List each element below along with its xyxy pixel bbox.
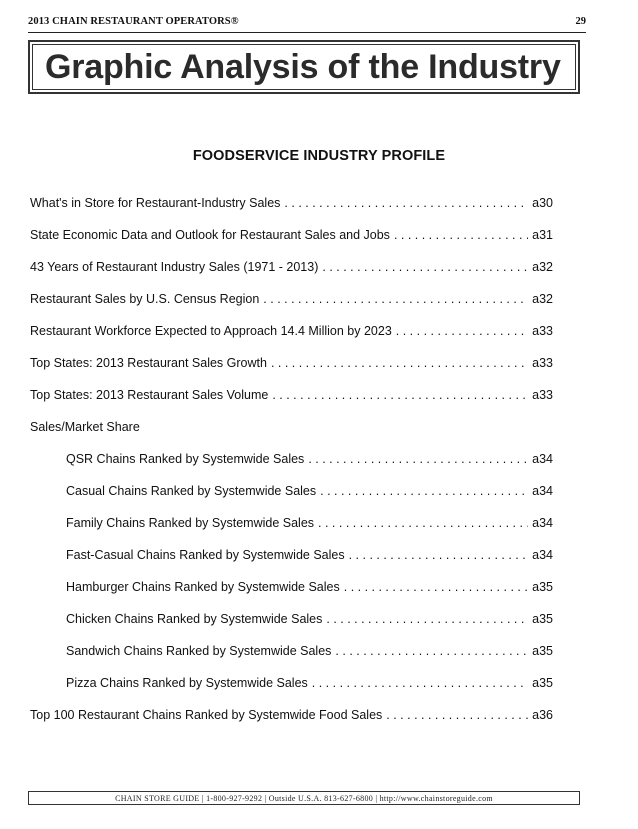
toc-entry[interactable] <box>30 260 553 292</box>
toc-entry[interactable] <box>30 452 553 484</box>
toc-entry-page: a30 <box>532 196 553 210</box>
toc-entry-title: QSR Chains Ranked by Systemwide Sales <box>66 452 305 466</box>
toc-entry-title: Casual Chains Ranked by Systemwide Sales <box>66 484 317 498</box>
dot-leader <box>312 676 528 690</box>
dot-leader <box>344 580 528 594</box>
toc-entry-title: Fast-Casual Chains Ranked by Systemwide Sales <box>66 548 345 562</box>
toc-entry-title: Pizza Chains Ranked by Systemwide Sales <box>66 676 308 690</box>
dot-leader <box>322 260 528 274</box>
dot-leader <box>272 388 528 402</box>
banner-frame <box>32 44 576 90</box>
dot-leader <box>335 644 528 658</box>
toc-entry-page: a35 <box>532 644 553 658</box>
toc-entry-page: a34 <box>532 516 553 530</box>
dot-leader <box>271 356 528 370</box>
toc-entry-page: a35 <box>532 676 553 690</box>
toc-entry[interactable] <box>30 292 553 324</box>
toc-entry-title: Restaurant Workforce Expected to Approach 14.4 Million by 2023 <box>30 324 392 338</box>
toc-entry[interactable] <box>30 228 553 260</box>
banner-title: Graphic Analysis of the Industry <box>45 47 561 86</box>
toc-entry-page: a33 <box>532 324 553 338</box>
toc-entry[interactable] <box>30 516 553 548</box>
toc-entry-title: Hamburger Chains Ranked by Systemwide Sales <box>66 580 340 594</box>
toc-entry-title: Chicken Chains Ranked by Systemwide Sales <box>66 612 323 626</box>
running-header <box>28 12 586 33</box>
toc-entry-page: a34 <box>532 548 553 562</box>
toc-entry-title: Top States: 2013 Restaurant Sales Growth <box>30 356 267 370</box>
publication-title: 2013 CHAIN RESTAURANT OPERATORS® <box>28 16 239 27</box>
page-number: 29 <box>575 16 586 27</box>
toc-entry-page: a32 <box>532 292 553 306</box>
toc-entry-page: a32 <box>532 260 553 274</box>
toc-entry-title: Sales/Market Share <box>30 420 140 434</box>
footer <box>28 791 580 805</box>
toc-entry[interactable] <box>30 356 553 388</box>
toc-entry-title: What's in Store for Restaurant-Industry Sales <box>30 196 281 210</box>
toc-entry[interactable] <box>30 708 553 740</box>
toc-entry[interactable] <box>30 484 553 516</box>
toc-entry-page: a34 <box>532 484 553 498</box>
toc-entry[interactable] <box>30 324 553 356</box>
toc-entry[interactable] <box>30 580 553 612</box>
toc-entry-page: a33 <box>532 388 553 402</box>
toc-entry[interactable] <box>30 676 553 708</box>
toc-entry-title: State Economic Data and Outlook for Restaurant Sales and Jobs <box>30 228 390 242</box>
dot-leader <box>263 292 528 306</box>
table-of-contents <box>30 196 553 740</box>
toc-entry[interactable] <box>30 644 553 676</box>
toc-entry[interactable] <box>30 612 553 644</box>
toc-entry-page: a35 <box>532 580 553 594</box>
dot-leader <box>320 484 528 498</box>
footer-contact: CHAIN STORE GUIDE | 1-800-927-9292 | Outside U.S.A. 813-627-6800 | http://www.chainstoreguide.com <box>115 793 493 803</box>
dot-leader <box>396 324 528 338</box>
toc-entry-page: a31 <box>532 228 553 242</box>
toc-entry-title: Top 100 Restaurant Chains Ranked by Systemwide Food Sales <box>30 708 383 722</box>
dot-leader <box>326 612 528 626</box>
dot-leader <box>318 516 528 530</box>
section-heading: FOODSERVICE INDUSTRY PROFILE <box>192 148 446 164</box>
toc-entry[interactable] <box>30 388 553 420</box>
toc-entry-title: Sandwich Chains Ranked by Systemwide Sales <box>66 644 332 658</box>
toc-entry-page: a33 <box>532 356 553 370</box>
section-banner <box>28 40 580 94</box>
toc-entry[interactable] <box>30 548 553 580</box>
toc-entry-title: 43 Years of Restaurant Industry Sales (1971 - 2013) <box>30 260 319 274</box>
dot-leader <box>386 708 528 722</box>
dot-leader <box>394 228 528 242</box>
toc-entry[interactable] <box>30 196 553 228</box>
toc-entry-title: Top States: 2013 Restaurant Sales Volume <box>30 388 269 402</box>
toc-entry-page: a36 <box>532 708 553 722</box>
dot-leader <box>349 548 529 562</box>
toc-entry-page: a35 <box>532 612 553 626</box>
toc-entry-title: Family Chains Ranked by Systemwide Sales <box>66 516 315 530</box>
dot-leader <box>308 452 528 466</box>
toc-entry-title: Restaurant Sales by U.S. Census Region <box>30 292 260 306</box>
dot-leader <box>284 196 528 210</box>
toc-entry-page: a34 <box>532 452 553 466</box>
toc-group-heading[interactable] <box>30 420 553 452</box>
